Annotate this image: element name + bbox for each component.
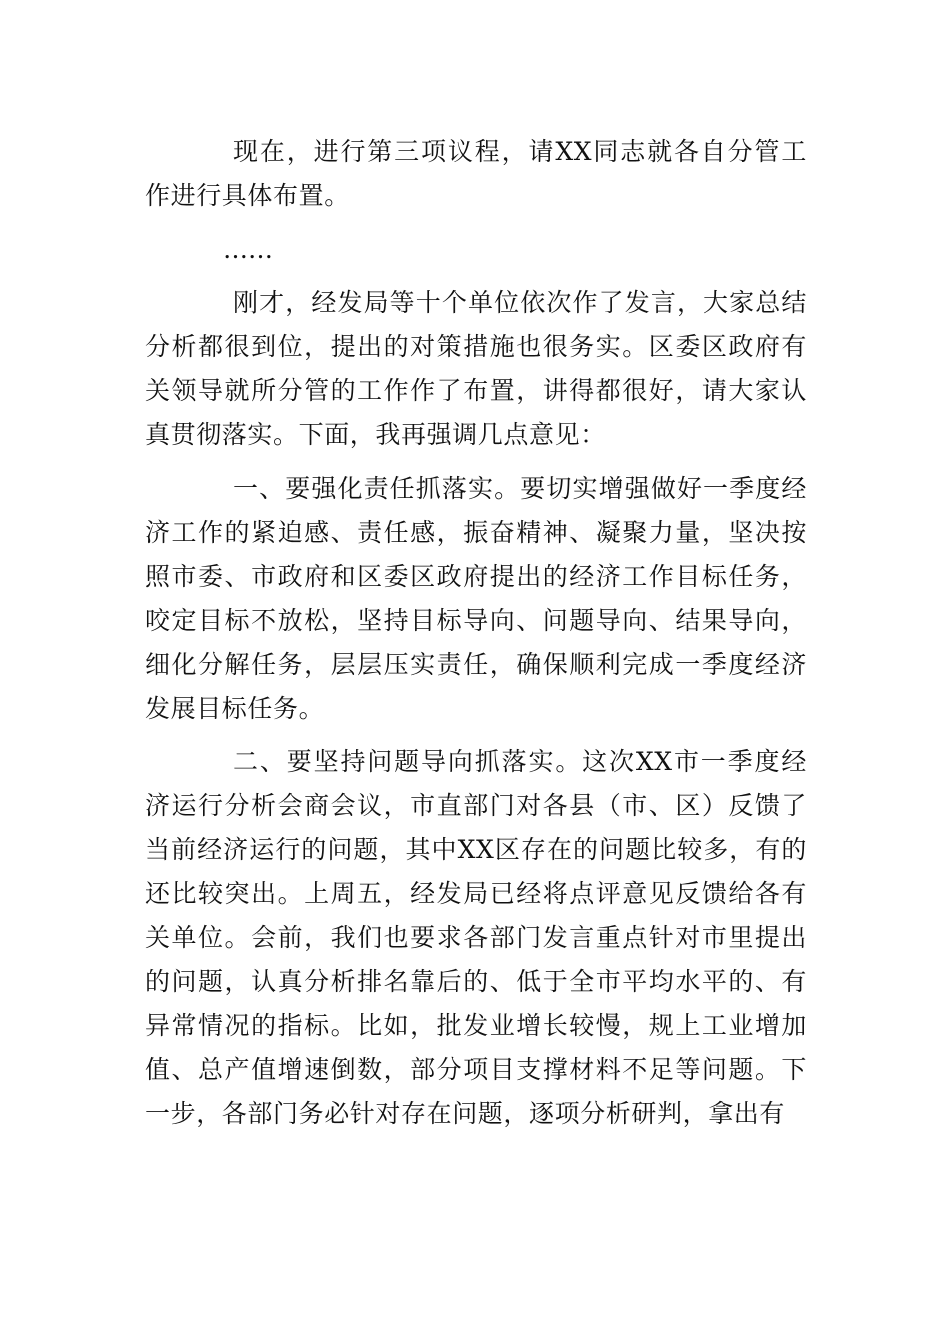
paragraph-point-one: 一、要强化责任抓落实。要切实增强做好一季度经济工作的紧迫感、责任感，振奋精神、凝聚力量，坚决按照市委、市政府和区委区政府提出的经济工作目标任务，咬定目标不放松，坚持目标导向、问题导向、结果导向，细化分解任务，层层压实责任，确保顺利完成一季度经济发展目标任务。 (145, 473, 807, 723)
paragraph-point-two: 二、要坚持问题导向抓落实。这次XX市一季度经济运行分析会商会议，市直部门对各县（市、区）反馈了当前经济运行的问题，其中XX区存在的问题比较多，有的还比较突出。上周五，经发局已经将点评意见反馈给各有关单位。会前，我们也要求各部门发言重点针对市里提出的问题，认真分析排名靠后的、低于全市平均水平的、有异常情况的指标。比如，批发业增长较慢，规上工业增加值、总产值增速倒数，部分项目支撑材料不足等问题。下一步，各部门务必针对存在问题，逐项分析研判，拿出有 (145, 747, 807, 1129)
document-body (145, 130, 807, 1146)
paragraph-ellipsis: …… (223, 234, 273, 264)
paragraph-summary: 刚才，经发局等十个单位依次作了发言，大家总结分析都很到位，提出的对策措施也很务实。区委区政府有关领导就所分管的工作作了布置，讲得都很好，请大家认真贯彻落实。下面，我再强调几点意见： (145, 288, 807, 450)
paragraph-agenda: 现在，进行第三项议程，请XX同志就各自分管工作进行具体布置。 (145, 137, 807, 210)
